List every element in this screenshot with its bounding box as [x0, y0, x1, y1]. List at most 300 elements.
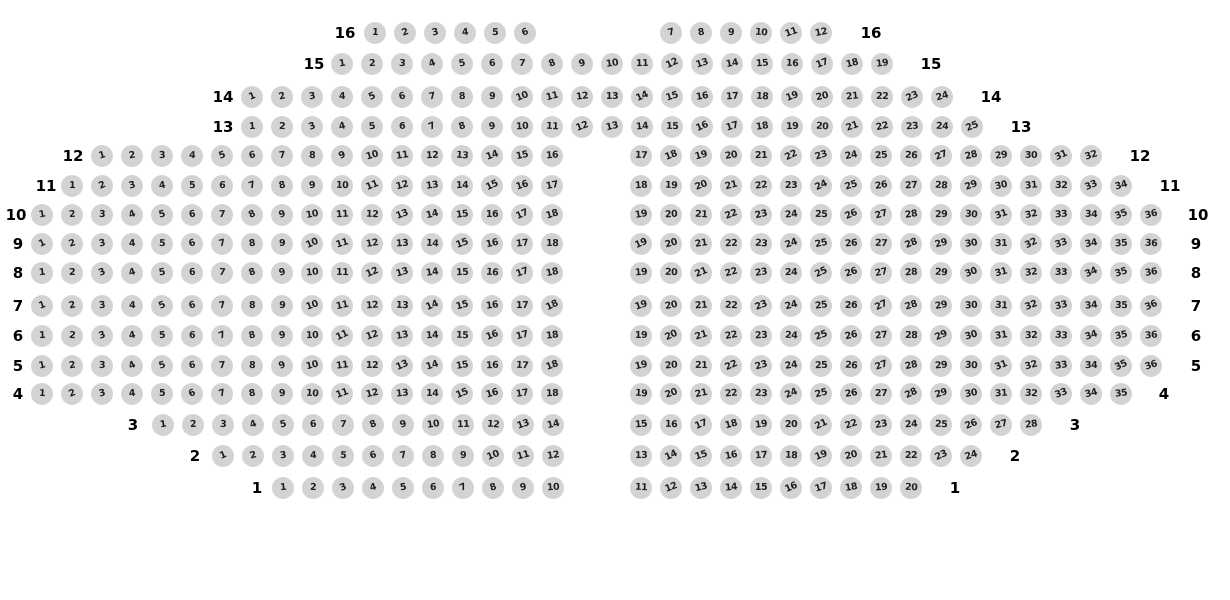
seat[interactable]: [331, 233, 353, 255]
seat[interactable]: [871, 116, 893, 138]
seat[interactable]: [960, 355, 982, 377]
seat[interactable]: [750, 325, 772, 347]
seat[interactable]: [690, 262, 712, 284]
seat[interactable]: [391, 116, 413, 138]
seat[interactable]: [541, 355, 563, 377]
seat[interactable]: [301, 325, 323, 347]
seat[interactable]: [271, 233, 293, 255]
seat[interactable]: [900, 477, 922, 499]
seat[interactable]: [452, 477, 474, 499]
seat[interactable]: [421, 175, 443, 197]
seat[interactable]: [1080, 175, 1102, 197]
seat[interactable]: [424, 22, 446, 44]
seat[interactable]: [181, 262, 203, 284]
seat[interactable]: [900, 383, 922, 405]
seat[interactable]: [840, 204, 862, 226]
seat[interactable]: [690, 414, 712, 436]
seat[interactable]: [151, 325, 173, 347]
seat[interactable]: [331, 53, 353, 75]
seat[interactable]: [91, 295, 113, 317]
seat[interactable]: [61, 262, 83, 284]
seat[interactable]: [810, 383, 832, 405]
seat[interactable]: [810, 22, 832, 44]
seat[interactable]: [391, 53, 413, 75]
seat[interactable]: [661, 53, 683, 75]
seat[interactable]: [990, 295, 1012, 317]
seat[interactable]: [840, 383, 862, 405]
seat[interactable]: [511, 53, 533, 75]
seat[interactable]: [301, 86, 323, 108]
seat[interactable]: [211, 262, 233, 284]
seat[interactable]: [121, 233, 143, 255]
seat[interactable]: [241, 262, 263, 284]
seat[interactable]: [780, 145, 802, 167]
seat[interactable]: [391, 325, 413, 347]
seat[interactable]: [362, 414, 384, 436]
seat[interactable]: [960, 145, 982, 167]
seat[interactable]: [780, 325, 802, 347]
seat[interactable]: [810, 477, 832, 499]
seat[interactable]: [422, 477, 444, 499]
seat[interactable]: [421, 325, 443, 347]
seat[interactable]: [181, 383, 203, 405]
seat[interactable]: [810, 355, 832, 377]
seat[interactable]: [900, 262, 922, 284]
seat[interactable]: [810, 325, 832, 347]
seat[interactable]: [241, 116, 263, 138]
seat[interactable]: [451, 145, 473, 167]
seat[interactable]: [930, 383, 952, 405]
seat[interactable]: [241, 86, 263, 108]
seat[interactable]: [271, 175, 293, 197]
seat[interactable]: [601, 86, 623, 108]
seat[interactable]: [331, 145, 353, 167]
seat[interactable]: [272, 414, 294, 436]
seat[interactable]: [301, 262, 323, 284]
seat[interactable]: [960, 175, 982, 197]
seat[interactable]: [751, 116, 773, 138]
seat[interactable]: [1080, 325, 1102, 347]
seat[interactable]: [630, 204, 652, 226]
seat[interactable]: [301, 204, 323, 226]
seat[interactable]: [361, 325, 383, 347]
seat[interactable]: [512, 445, 534, 467]
seat[interactable]: [930, 445, 952, 467]
seat[interactable]: [151, 233, 173, 255]
seat[interactable]: [512, 477, 534, 499]
seat[interactable]: [810, 145, 832, 167]
seat[interactable]: [900, 355, 922, 377]
seat[interactable]: [31, 383, 53, 405]
seat[interactable]: [781, 86, 803, 108]
seat[interactable]: [1080, 145, 1102, 167]
seat[interactable]: [780, 383, 802, 405]
seat[interactable]: [1020, 145, 1042, 167]
seat[interactable]: [451, 175, 473, 197]
seat[interactable]: [930, 233, 952, 255]
seat[interactable]: [571, 86, 593, 108]
seat[interactable]: [630, 383, 652, 405]
seat[interactable]: [870, 145, 892, 167]
seat[interactable]: [750, 145, 772, 167]
seat[interactable]: [720, 22, 742, 44]
seat[interactable]: [781, 116, 803, 138]
seat[interactable]: [1050, 355, 1072, 377]
seat[interactable]: [720, 414, 742, 436]
seat[interactable]: [301, 383, 323, 405]
seat[interactable]: [630, 233, 652, 255]
seat[interactable]: [1140, 355, 1162, 377]
seat[interactable]: [1140, 233, 1162, 255]
seat[interactable]: [690, 325, 712, 347]
seat[interactable]: [421, 116, 443, 138]
seat[interactable]: [91, 145, 113, 167]
seat[interactable]: [541, 53, 563, 75]
seat[interactable]: [601, 116, 623, 138]
seat[interactable]: [840, 477, 862, 499]
seat[interactable]: [811, 53, 833, 75]
seat[interactable]: [780, 175, 802, 197]
seat[interactable]: [421, 204, 443, 226]
seat[interactable]: [271, 116, 293, 138]
seat[interactable]: [1110, 355, 1132, 377]
seat[interactable]: [690, 22, 712, 44]
seat[interactable]: [720, 445, 742, 467]
seat[interactable]: [481, 233, 503, 255]
seat[interactable]: [511, 383, 533, 405]
seat[interactable]: [391, 233, 413, 255]
seat[interactable]: [541, 262, 563, 284]
seat[interactable]: [990, 262, 1012, 284]
seat[interactable]: [152, 414, 174, 436]
seat[interactable]: [1080, 262, 1102, 284]
seat[interactable]: [241, 295, 263, 317]
seat[interactable]: [421, 53, 443, 75]
seat[interactable]: [301, 295, 323, 317]
seat[interactable]: [870, 477, 892, 499]
seat[interactable]: [720, 175, 742, 197]
seat[interactable]: [720, 477, 742, 499]
seat[interactable]: [302, 414, 324, 436]
seat[interactable]: [301, 233, 323, 255]
seat[interactable]: [871, 53, 893, 75]
seat[interactable]: [840, 325, 862, 347]
seat[interactable]: [870, 325, 892, 347]
seat[interactable]: [870, 233, 892, 255]
seat[interactable]: [930, 145, 952, 167]
seat[interactable]: [391, 145, 413, 167]
seat[interactable]: [121, 204, 143, 226]
seat[interactable]: [391, 295, 413, 317]
seat[interactable]: [271, 383, 293, 405]
seat[interactable]: [361, 145, 383, 167]
seat[interactable]: [961, 116, 983, 138]
seat[interactable]: [780, 262, 802, 284]
seat[interactable]: [1080, 233, 1102, 255]
seat[interactable]: [720, 204, 742, 226]
seat[interactable]: [271, 295, 293, 317]
seat[interactable]: [1110, 295, 1132, 317]
seat[interactable]: [900, 325, 922, 347]
seat[interactable]: [1110, 383, 1132, 405]
seat[interactable]: [181, 355, 203, 377]
seat[interactable]: [1110, 262, 1132, 284]
seat[interactable]: [960, 233, 982, 255]
seat[interactable]: [421, 355, 443, 377]
seat[interactable]: [751, 86, 773, 108]
seat[interactable]: [750, 355, 772, 377]
seat[interactable]: [720, 145, 742, 167]
seat[interactable]: [331, 175, 353, 197]
seat[interactable]: [630, 477, 652, 499]
seat[interactable]: [542, 477, 564, 499]
seat[interactable]: [151, 175, 173, 197]
seat[interactable]: [1140, 325, 1162, 347]
seat[interactable]: [511, 116, 533, 138]
seat[interactable]: [541, 383, 563, 405]
seat[interactable]: [691, 53, 713, 75]
seat[interactable]: [91, 383, 113, 405]
seat[interactable]: [331, 116, 353, 138]
seat[interactable]: [91, 262, 113, 284]
seat[interactable]: [840, 145, 862, 167]
seat[interactable]: [990, 233, 1012, 255]
seat[interactable]: [990, 383, 1012, 405]
seat[interactable]: [1080, 295, 1102, 317]
seat[interactable]: [91, 175, 113, 197]
seat[interactable]: [271, 262, 293, 284]
seat[interactable]: [1050, 233, 1072, 255]
seat[interactable]: [332, 477, 354, 499]
seat[interactable]: [541, 175, 563, 197]
seat[interactable]: [481, 262, 503, 284]
seat[interactable]: [31, 295, 53, 317]
seat[interactable]: [364, 22, 386, 44]
seat[interactable]: [1080, 355, 1102, 377]
seat[interactable]: [121, 262, 143, 284]
seat[interactable]: [690, 383, 712, 405]
seat[interactable]: [392, 445, 414, 467]
seat[interactable]: [451, 53, 473, 75]
seat[interactable]: [121, 383, 143, 405]
seat[interactable]: [511, 355, 533, 377]
seat[interactable]: [930, 414, 952, 436]
seat[interactable]: [242, 414, 264, 436]
seat[interactable]: [660, 145, 682, 167]
seat[interactable]: [990, 355, 1012, 377]
seat[interactable]: [930, 204, 952, 226]
seat[interactable]: [960, 414, 982, 436]
seat[interactable]: [512, 414, 534, 436]
seat[interactable]: [481, 295, 503, 317]
seat[interactable]: [660, 355, 682, 377]
seat[interactable]: [960, 383, 982, 405]
seat[interactable]: [870, 355, 892, 377]
seat[interactable]: [241, 325, 263, 347]
seat[interactable]: [1110, 233, 1132, 255]
seat[interactable]: [451, 233, 473, 255]
seat[interactable]: [960, 445, 982, 467]
seat[interactable]: [1020, 295, 1042, 317]
seat[interactable]: [481, 53, 503, 75]
seat[interactable]: [840, 414, 862, 436]
seat[interactable]: [690, 204, 712, 226]
seat[interactable]: [990, 145, 1012, 167]
seat[interactable]: [211, 204, 233, 226]
seat[interactable]: [422, 445, 444, 467]
seat[interactable]: [571, 116, 593, 138]
seat[interactable]: [691, 116, 713, 138]
seat[interactable]: [331, 262, 353, 284]
seat[interactable]: [810, 204, 832, 226]
seat[interactable]: [361, 262, 383, 284]
seat[interactable]: [181, 233, 203, 255]
seat[interactable]: [482, 477, 504, 499]
seat[interactable]: [1050, 145, 1072, 167]
seat[interactable]: [750, 233, 772, 255]
seat[interactable]: [181, 145, 203, 167]
seat[interactable]: [181, 204, 203, 226]
seat[interactable]: [481, 145, 503, 167]
seat[interactable]: [780, 22, 802, 44]
seat[interactable]: [750, 477, 772, 499]
seat[interactable]: [630, 325, 652, 347]
seat[interactable]: [750, 383, 772, 405]
seat[interactable]: [1110, 175, 1132, 197]
seat[interactable]: [91, 204, 113, 226]
seat[interactable]: [840, 445, 862, 467]
seat[interactable]: [211, 383, 233, 405]
seat[interactable]: [211, 355, 233, 377]
seat[interactable]: [451, 383, 473, 405]
seat[interactable]: [271, 86, 293, 108]
seat[interactable]: [750, 175, 772, 197]
seat[interactable]: [631, 53, 653, 75]
seat[interactable]: [931, 116, 953, 138]
seat[interactable]: [211, 145, 233, 167]
seat[interactable]: [361, 355, 383, 377]
seat[interactable]: [361, 116, 383, 138]
seat[interactable]: [660, 22, 682, 44]
seat[interactable]: [900, 175, 922, 197]
seat[interactable]: [422, 414, 444, 436]
seat[interactable]: [930, 325, 952, 347]
seat[interactable]: [690, 233, 712, 255]
seat[interactable]: [332, 445, 354, 467]
seat[interactable]: [302, 477, 324, 499]
seat[interactable]: [484, 22, 506, 44]
seat[interactable]: [990, 325, 1012, 347]
seat[interactable]: [541, 325, 563, 347]
seat[interactable]: [332, 414, 354, 436]
seat[interactable]: [481, 204, 503, 226]
seat[interactable]: [481, 355, 503, 377]
seat[interactable]: [241, 204, 263, 226]
seat[interactable]: [1050, 295, 1072, 317]
seat[interactable]: [931, 86, 953, 108]
seat[interactable]: [241, 383, 263, 405]
seat[interactable]: [960, 262, 982, 284]
seat[interactable]: [362, 445, 384, 467]
seat[interactable]: [451, 204, 473, 226]
seat[interactable]: [541, 145, 563, 167]
seat[interactable]: [751, 53, 773, 75]
seat[interactable]: [631, 116, 653, 138]
seat[interactable]: [841, 116, 863, 138]
seat[interactable]: [302, 445, 324, 467]
seat[interactable]: [840, 262, 862, 284]
seat[interactable]: [660, 233, 682, 255]
seat[interactable]: [690, 477, 712, 499]
seat[interactable]: [31, 355, 53, 377]
seat[interactable]: [331, 383, 353, 405]
seat[interactable]: [242, 445, 264, 467]
seat[interactable]: [811, 116, 833, 138]
seat[interactable]: [690, 295, 712, 317]
seat[interactable]: [391, 383, 413, 405]
seat[interactable]: [361, 86, 383, 108]
seat[interactable]: [151, 355, 173, 377]
seat[interactable]: [720, 295, 742, 317]
seat[interactable]: [780, 355, 802, 377]
seat[interactable]: [241, 175, 263, 197]
seat[interactable]: [451, 262, 473, 284]
seat[interactable]: [1080, 383, 1102, 405]
seat[interactable]: [481, 116, 503, 138]
seat[interactable]: [511, 86, 533, 108]
seat[interactable]: [301, 116, 323, 138]
seat[interactable]: [810, 445, 832, 467]
seat[interactable]: [660, 477, 682, 499]
seat[interactable]: [631, 86, 653, 108]
seat[interactable]: [61, 325, 83, 347]
seat[interactable]: [630, 262, 652, 284]
seat[interactable]: [1050, 383, 1072, 405]
seat[interactable]: [121, 145, 143, 167]
seat[interactable]: [630, 414, 652, 436]
seat[interactable]: [511, 204, 533, 226]
seat[interactable]: [421, 295, 443, 317]
seat[interactable]: [661, 116, 683, 138]
seat[interactable]: [900, 204, 922, 226]
seat[interactable]: [990, 414, 1012, 436]
seat[interactable]: [870, 414, 892, 436]
seat[interactable]: [810, 262, 832, 284]
seat[interactable]: [542, 445, 564, 467]
seat[interactable]: [660, 414, 682, 436]
seat[interactable]: [271, 204, 293, 226]
seat[interactable]: [750, 262, 772, 284]
seat[interactable]: [541, 204, 563, 226]
seat[interactable]: [660, 175, 682, 197]
seat[interactable]: [511, 325, 533, 347]
seat[interactable]: [780, 233, 802, 255]
seat[interactable]: [541, 116, 563, 138]
seat[interactable]: [691, 86, 713, 108]
seat[interactable]: [870, 175, 892, 197]
seat[interactable]: [151, 262, 173, 284]
seat[interactable]: [900, 233, 922, 255]
seat[interactable]: [720, 355, 742, 377]
seat[interactable]: [750, 445, 772, 467]
seat[interactable]: [272, 477, 294, 499]
seat[interactable]: [511, 175, 533, 197]
seat[interactable]: [780, 204, 802, 226]
seat[interactable]: [1050, 175, 1072, 197]
seat[interactable]: [151, 295, 173, 317]
seat[interactable]: [840, 233, 862, 255]
seat[interactable]: [61, 355, 83, 377]
